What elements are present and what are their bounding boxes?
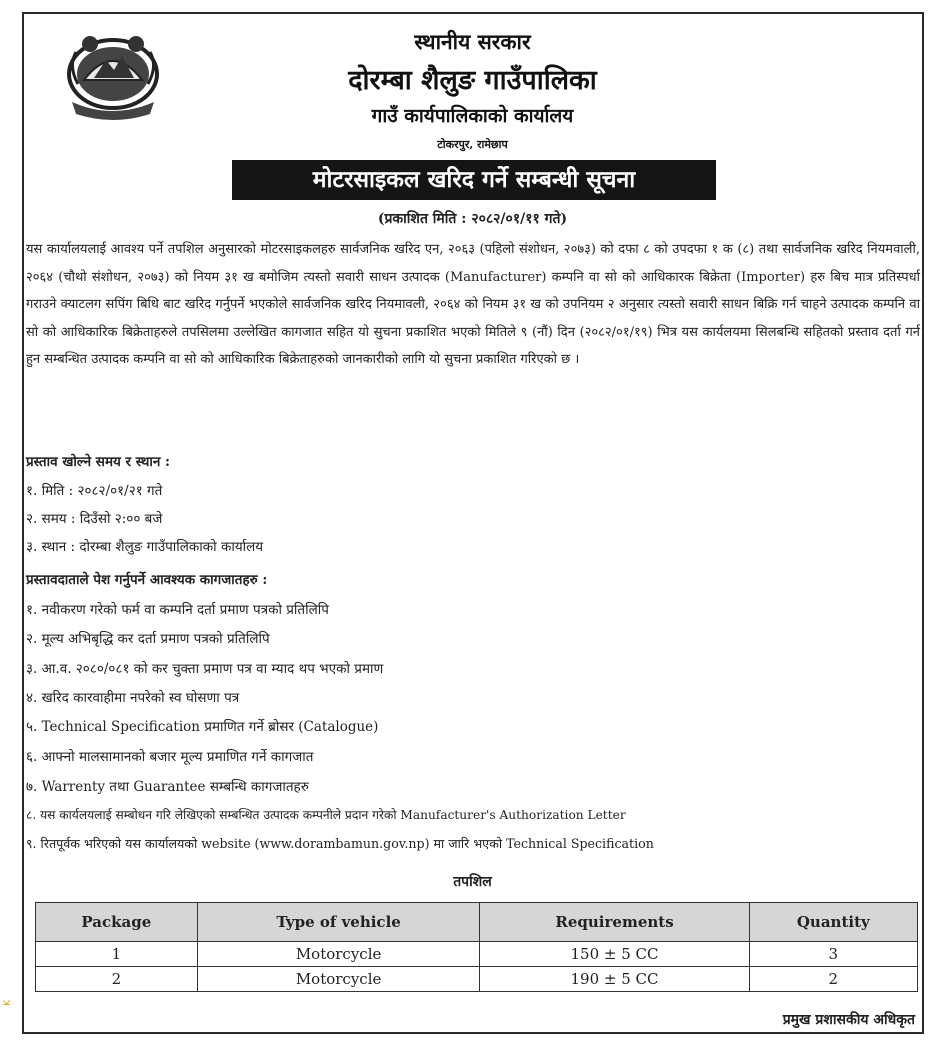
signature-title: प्रमुख प्रशासकीय अधिकृत (782, 1012, 915, 1028)
schedule-table (35, 902, 918, 992)
header-line-1: स्थानीय सरकार (414, 29, 531, 54)
opening-heading: प्रस्ताव खोल्ने समय र स्थान : (26, 454, 171, 470)
notice-title: मोटरसाइकल खरिद गर्ने सम्बन्धी सूचना (232, 160, 716, 200)
document-item: २. मूल्य अभिबृद्धि कर दर्ता प्रमाण पत्रको प्रतिलिपि (26, 631, 270, 647)
notice-body: यस कार्यालयलाई आवश्य पर्ने तपशिल अनुसारको मोटरसाइकलहरु सार्वजनिक खरिद एन, २०६३ (पहिलो संशोधन, २०७३) को दफा ८ को उपदफा १ क (८) तथा सार्वजनिक खरिद नियमवाली, २०६४ (चौथो संशोधन, २०७३) को नियम ३१ ख बमोजिम त्यस्तो सवारी साधन उत्पादक (Manufacturer) कम्पनि वा सो को आधिकारक बिक्रेता (Importer) हरु बिच मात्र प्रतिस्पर्धा गराउने क्याटलग सपिंग बिधि बाट खरिद गर्नुपर्ने भएकोले सार्वजनिक खरिद नियमावली, २०६४ को नियम ३१ ख को उपनियम २ अनुसार त्यस्तो सवारी साधन बिक्रि गर्न चाहने उत्पादक कम्पनि वा सो को आधिकारिक बिक्रेताहरुले तपसिलमा उल्लेखित कागजात सहित यो सुचना प्रकाशित भएको मितिले ९ (नौं) दिन (२०८२/०१/१९) भित्र यस कार्यलयमा सिलबन्धि सहितको प्रस्ताव दर्ता गर्न हुन सम्बन्धित उत्पादक कम्पनि वा सो को आधिकारिक बिक्रेताहरुको जानकारीको लागि यो सुचना प्रकाशित गरिएको छ । (26, 242, 920, 368)
opening-item-place: ३. स्थान : दोरम्बा शैलुङ गाउँपालिकाको कार्यालय (26, 539, 264, 555)
cell-requirements: 190 ± 5 CC (480, 967, 749, 992)
table-row (36, 942, 918, 967)
document-item: १. नवीकरण गरेको फर्म वा कम्पनि दर्ता प्रमाण पत्रको प्रतिलिपि (26, 602, 329, 618)
table-row (36, 967, 918, 992)
cell-requirements: 150 ± 5 CC (480, 942, 749, 967)
document-item: ८. यस कार्यलयलाई सम्बोधन गरि लेखिएको सम्बन्धित उत्पादक कम्पनीले प्रदान गरेको Manufacturer's Authorization Letter (26, 808, 626, 822)
documents-heading: प्रस्तावदाताले पेश गर्नुपर्ने आवश्यक कागजातहरु : (26, 572, 268, 588)
cell-package: 1 (36, 942, 198, 967)
municipality-name: दोरम्बा शैलुङ गाउँपालिका (348, 65, 597, 96)
schedule-heading: तपशिल (453, 874, 492, 890)
cell-quantity: 2 (749, 967, 917, 992)
office-name: गाउँ कार्यपालिकाको कार्यालय (371, 105, 574, 127)
office-address: टोकरपुर, रामेछाप (437, 138, 508, 151)
column-header-package: Package (36, 903, 198, 942)
cell-vehicle: Motorcycle (197, 942, 480, 967)
published-date: (प्रकाशित मिति : २०८२/०१/११ गते) (377, 211, 568, 227)
document-item: ७. Warrenty तथा Guarantee सम्बन्धि कागजातहरु (26, 779, 309, 795)
document-item: ९. रितपूर्वक भरिएको यस कार्यालयको website (www.dorambamun.gov.np) मा जारि भएको Technical Specification (26, 836, 654, 851)
opening-item-time: २. समय : दिउँसो २:०० बजे (26, 511, 163, 527)
cell-package: 2 (36, 967, 198, 992)
document-item: ३. आ.व. २०८०/०८१ को कर चुक्ता प्रमाण पत्र वा म्याद थप भएको प्रमाण (26, 661, 384, 677)
cell-quantity: 3 (749, 942, 917, 967)
table-header-row (36, 903, 918, 942)
column-header-vehicle: Type of vehicle (197, 903, 480, 942)
cell-vehicle: Motorcycle (197, 967, 480, 992)
column-header-quantity: Quantity (749, 903, 917, 942)
document-item: ६. आफ्नो मालसामानको बजार मूल्य प्रमाणित गर्ने कागजात (26, 749, 314, 765)
side-mark: K (3, 1000, 13, 1006)
opening-item-date: १. मिति : २०८२/०१/२१ गते (26, 483, 163, 499)
document-item: ४. खरिद कारवाहीमा नपरेको स्व घोसणा पत्र (26, 690, 240, 706)
document-item: ५. Technical Specification प्रमाणित गर्ने ब्रोसर (Catalogue) (26, 719, 379, 735)
column-header-requirements: Requirements (480, 903, 749, 942)
